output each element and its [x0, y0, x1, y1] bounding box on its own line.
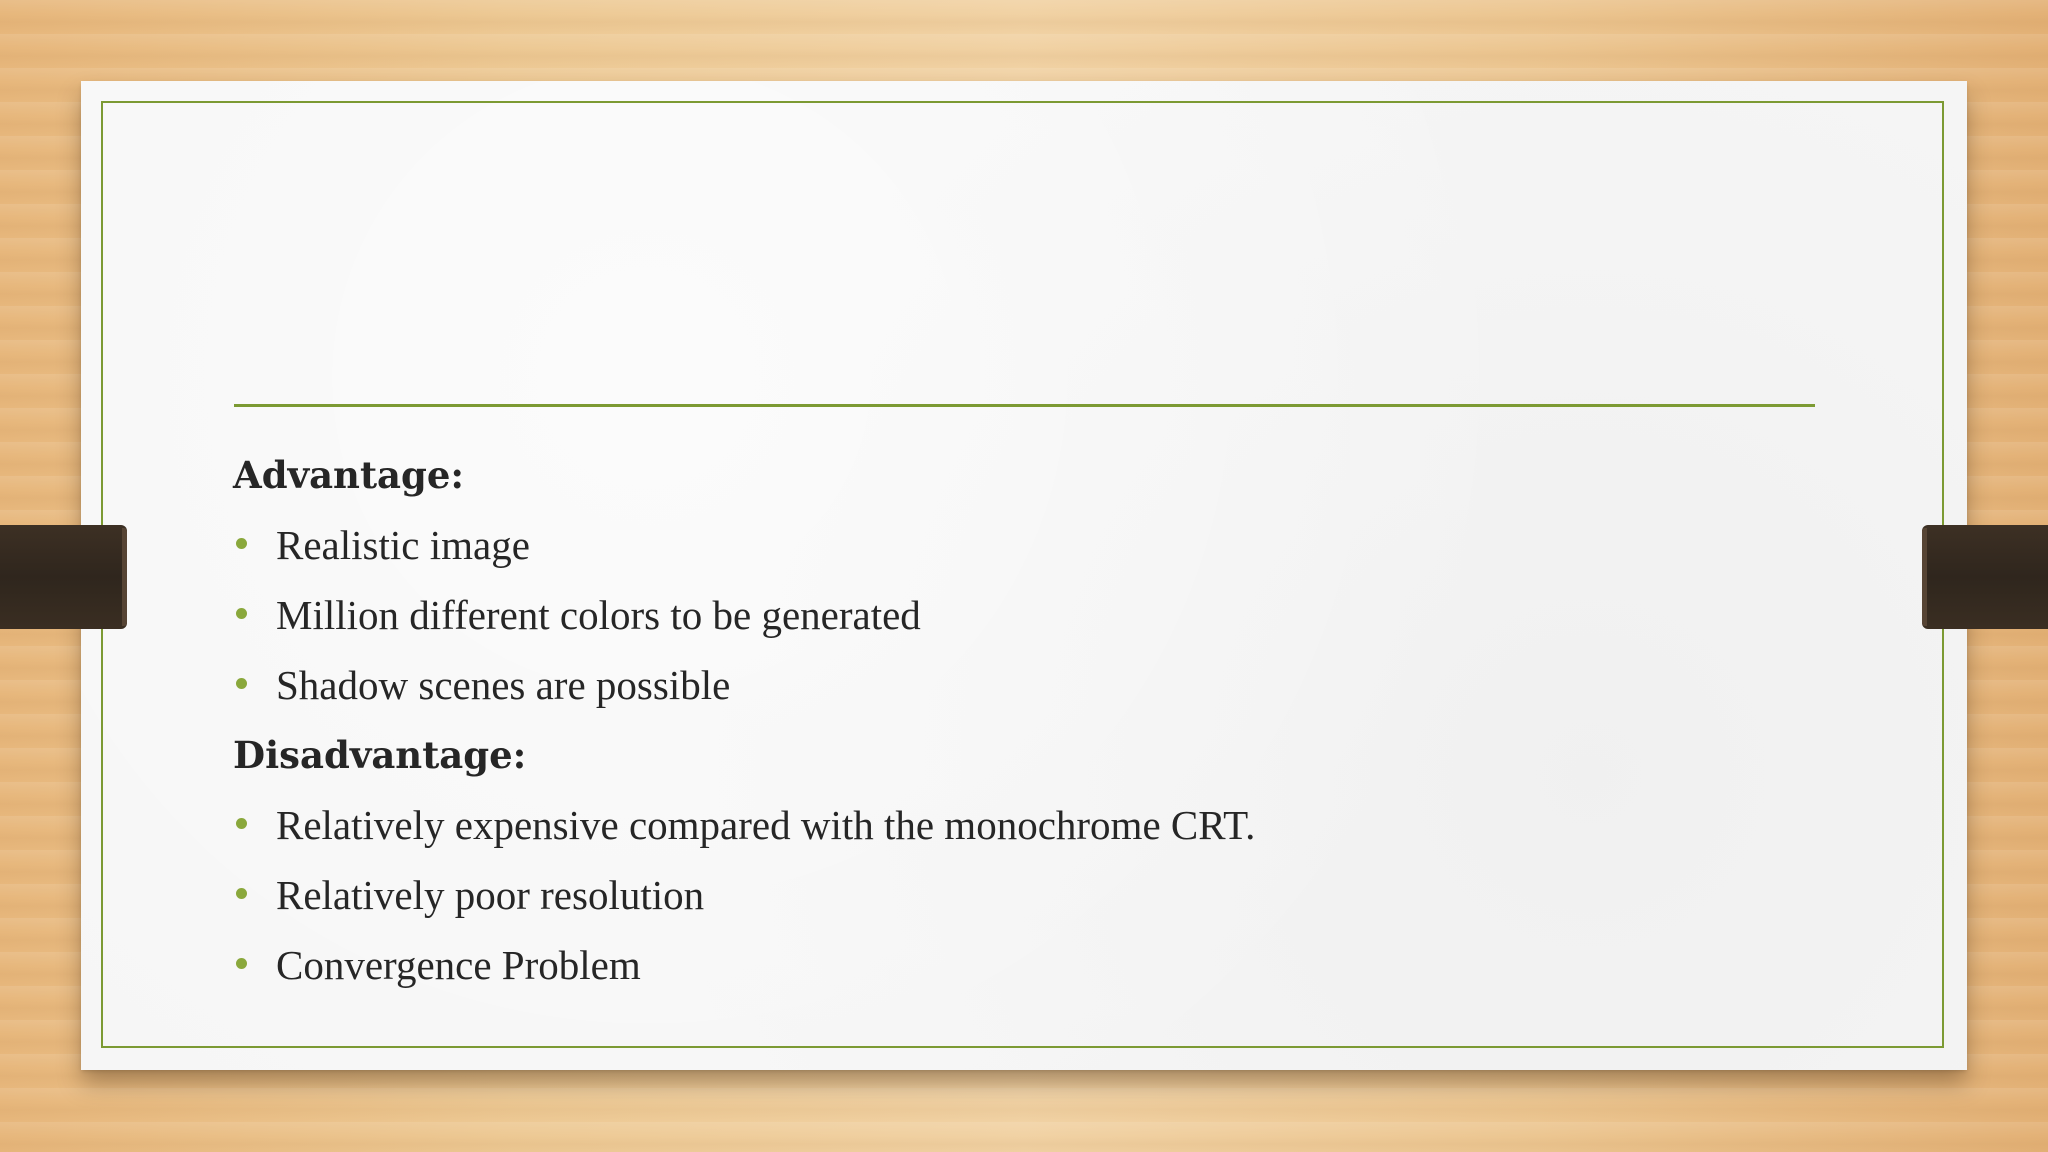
bullet-dot-icon [236, 538, 247, 549]
left-clip-edge [122, 528, 127, 626]
slide-body [233, 440, 1793, 1000]
bullet-text: Million different colors to be generated [276, 592, 921, 638]
bullet-item [233, 930, 1793, 1000]
bullet-dot-icon [236, 608, 247, 619]
bullet-dot-icon [236, 958, 247, 969]
bullet-item [233, 510, 1793, 580]
bullet-text: Relatively poor resolution [276, 872, 705, 918]
right-clip-edge [1922, 528, 1927, 626]
bullet-item [233, 790, 1793, 860]
bullet-dot-icon [236, 818, 247, 829]
title-divider-line [234, 404, 1815, 407]
bullet-dot-icon [236, 888, 247, 899]
disadvantage-heading: Disadvantage: [233, 733, 527, 777]
bullet-dot-icon [236, 678, 247, 689]
bullet-text: Convergence Problem [276, 942, 641, 988]
left-binder-clip [0, 525, 127, 629]
advantage-heading: Advantage: [233, 453, 465, 497]
bullet-item [233, 580, 1793, 650]
bullet-item [233, 650, 1793, 720]
bullet-text: Realistic image [276, 522, 530, 568]
bullet-text: Shadow scenes are possible [276, 662, 731, 708]
bullet-text: Relatively expensive compared with the monochrome CRT. [276, 802, 1256, 848]
right-binder-clip [1922, 525, 2048, 629]
bullet-item [233, 860, 1793, 930]
